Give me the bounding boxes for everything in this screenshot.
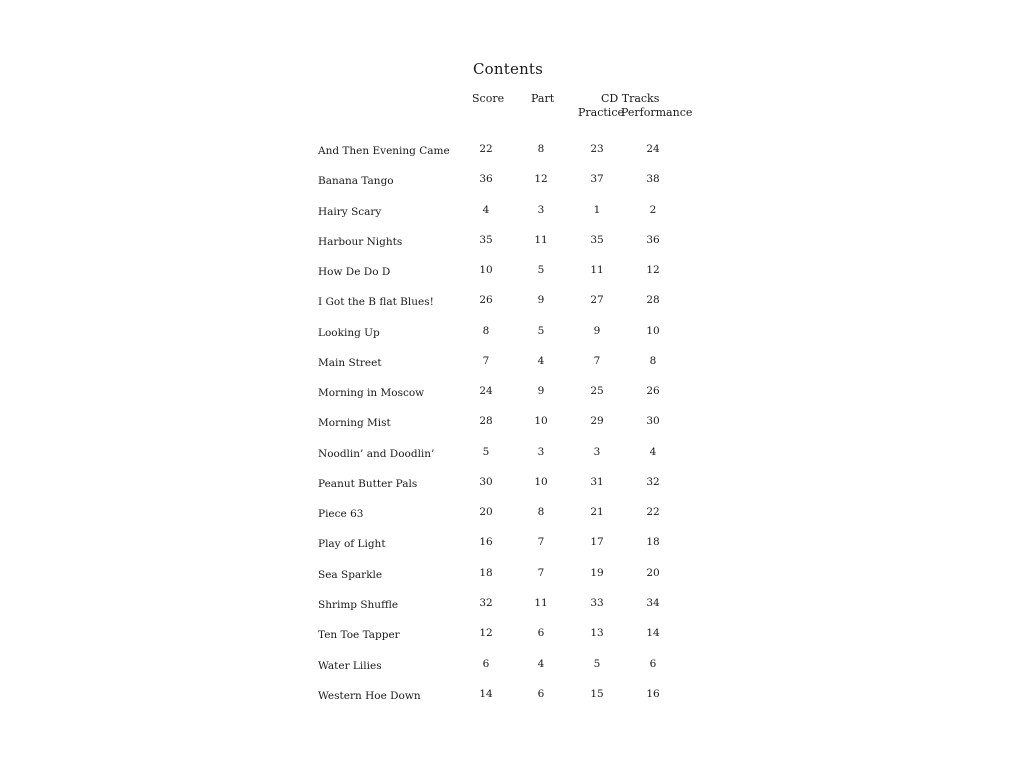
piece-title: How De Do D — [318, 266, 391, 279]
table-row — [0, 506, 1024, 536]
piece-title: Peanut Butter Pals — [318, 477, 418, 490]
header-cd-tracks: CD Tracks — [601, 92, 660, 105]
score-page: 32 — [479, 596, 493, 609]
piece-title: Noodlin’ and Doodlin’ — [318, 447, 435, 460]
performance-track: 24 — [646, 143, 660, 155]
score-page: 10 — [479, 264, 493, 277]
performance-track: 14 — [646, 627, 660, 640]
score-page: 6 — [482, 657, 490, 670]
score-page: 5 — [482, 445, 490, 458]
score-page: 22 — [479, 143, 493, 155]
table-row — [0, 597, 1024, 627]
performance-track: 38 — [646, 173, 660, 186]
part-page: 8 — [537, 143, 545, 155]
practice-track: 35 — [590, 233, 604, 246]
score-page: 24 — [479, 385, 493, 398]
part-page: 6 — [537, 687, 545, 700]
practice-track: 21 — [590, 506, 604, 519]
table-row — [0, 627, 1024, 657]
score-page: 8 — [482, 324, 490, 337]
score-page: 35 — [479, 233, 493, 246]
part-page: 4 — [537, 657, 545, 670]
part-page: 3 — [537, 445, 545, 458]
part-page: 10 — [534, 415, 548, 428]
contents-table — [0, 143, 1024, 718]
piece-title: Sea Sparkle — [318, 568, 383, 581]
part-page: 3 — [537, 203, 545, 216]
score-page: 30 — [479, 475, 493, 488]
score-page: 14 — [479, 687, 493, 700]
piece-title: And Then Evening Came — [318, 145, 450, 157]
performance-track: 30 — [646, 415, 660, 428]
performance-track: 22 — [646, 506, 660, 519]
practice-track: 37 — [590, 173, 604, 186]
table-row — [0, 658, 1024, 688]
table-row — [0, 143, 1024, 173]
performance-track: 20 — [646, 566, 660, 579]
score-page: 7 — [482, 354, 490, 367]
practice-track: 29 — [590, 415, 604, 428]
table-row — [0, 234, 1024, 264]
score-page: 12 — [479, 627, 493, 640]
performance-track: 18 — [646, 536, 660, 549]
piece-title: Piece 63 — [318, 508, 364, 521]
piece-title: Shrimp Shuffle — [318, 598, 399, 611]
table-row — [0, 536, 1024, 566]
score-page: 4 — [482, 203, 490, 216]
page-title: Contents — [473, 60, 544, 78]
part-page: 11 — [534, 233, 548, 246]
part-page: 6 — [537, 627, 545, 640]
score-page: 26 — [479, 294, 493, 307]
practice-track: 7 — [593, 354, 601, 367]
piece-title: Western Hoe Down — [318, 689, 421, 702]
score-page: 16 — [479, 536, 493, 549]
part-page: 4 — [537, 354, 545, 367]
practice-track: 13 — [590, 627, 604, 640]
table-row — [0, 385, 1024, 415]
score-page: 18 — [479, 566, 493, 579]
part-page: 11 — [534, 596, 548, 609]
table-row — [0, 173, 1024, 203]
practice-track: 33 — [590, 596, 604, 609]
part-page: 7 — [537, 536, 545, 549]
practice-track: 9 — [593, 324, 601, 337]
practice-track: 3 — [593, 445, 601, 458]
part-page: 10 — [534, 475, 548, 488]
performance-track: 12 — [646, 264, 660, 277]
header-practice: Practice — [578, 106, 624, 119]
practice-track: 5 — [593, 657, 601, 670]
practice-track: 31 — [590, 475, 604, 488]
piece-title: Morning in Moscow — [318, 387, 425, 400]
practice-track: 23 — [590, 143, 604, 155]
performance-track: 10 — [646, 324, 660, 337]
performance-track: 6 — [649, 657, 657, 670]
practice-track: 25 — [590, 385, 604, 398]
score-page: 28 — [479, 415, 493, 428]
performance-track: 36 — [646, 233, 660, 246]
practice-track: 19 — [590, 566, 604, 579]
header-performance: Performance — [621, 106, 693, 119]
practice-track: 17 — [590, 536, 604, 549]
piece-title: Harbour Nights — [318, 235, 403, 248]
piece-title: Play of Light — [318, 538, 386, 551]
table-row — [0, 446, 1024, 476]
table-row — [0, 355, 1024, 385]
performance-track: 26 — [646, 385, 660, 398]
performance-track: 16 — [646, 687, 660, 700]
practice-track: 11 — [590, 264, 604, 277]
score-page: 36 — [479, 173, 493, 186]
performance-track: 34 — [646, 596, 660, 609]
part-page: 12 — [534, 173, 548, 186]
practice-track: 27 — [590, 294, 604, 307]
performance-track: 32 — [646, 475, 660, 488]
part-page: 9 — [537, 385, 545, 398]
performance-track: 8 — [649, 354, 657, 367]
table-row — [0, 325, 1024, 355]
practice-track: 1 — [593, 203, 601, 216]
table-row — [0, 204, 1024, 234]
piece-title: Hairy Scary — [318, 205, 382, 218]
practice-track: 15 — [590, 687, 604, 700]
performance-track: 4 — [649, 445, 657, 458]
score-page: 20 — [479, 506, 493, 519]
table-row — [0, 567, 1024, 597]
performance-track: 2 — [649, 203, 657, 216]
part-page: 5 — [537, 324, 545, 337]
piece-title: Looking Up — [318, 326, 380, 339]
table-row — [0, 264, 1024, 294]
table-row — [0, 688, 1024, 718]
part-page: 5 — [537, 264, 545, 277]
table-row — [0, 294, 1024, 324]
part-page: 9 — [537, 294, 545, 307]
header-score: Score — [472, 92, 505, 105]
header-part: Part — [531, 92, 555, 105]
piece-title: Banana Tango — [318, 175, 394, 188]
piece-title: Main Street — [318, 356, 382, 369]
table-row — [0, 476, 1024, 506]
table-row — [0, 415, 1024, 445]
piece-title: I Got the B flat Blues! — [318, 296, 434, 309]
piece-title: Ten Toe Tapper — [318, 629, 400, 642]
part-page: 8 — [537, 506, 545, 519]
performance-track: 28 — [646, 294, 660, 307]
part-page: 7 — [537, 566, 545, 579]
piece-title: Water Lilies — [318, 659, 382, 672]
piece-title: Morning Mist — [318, 417, 391, 430]
